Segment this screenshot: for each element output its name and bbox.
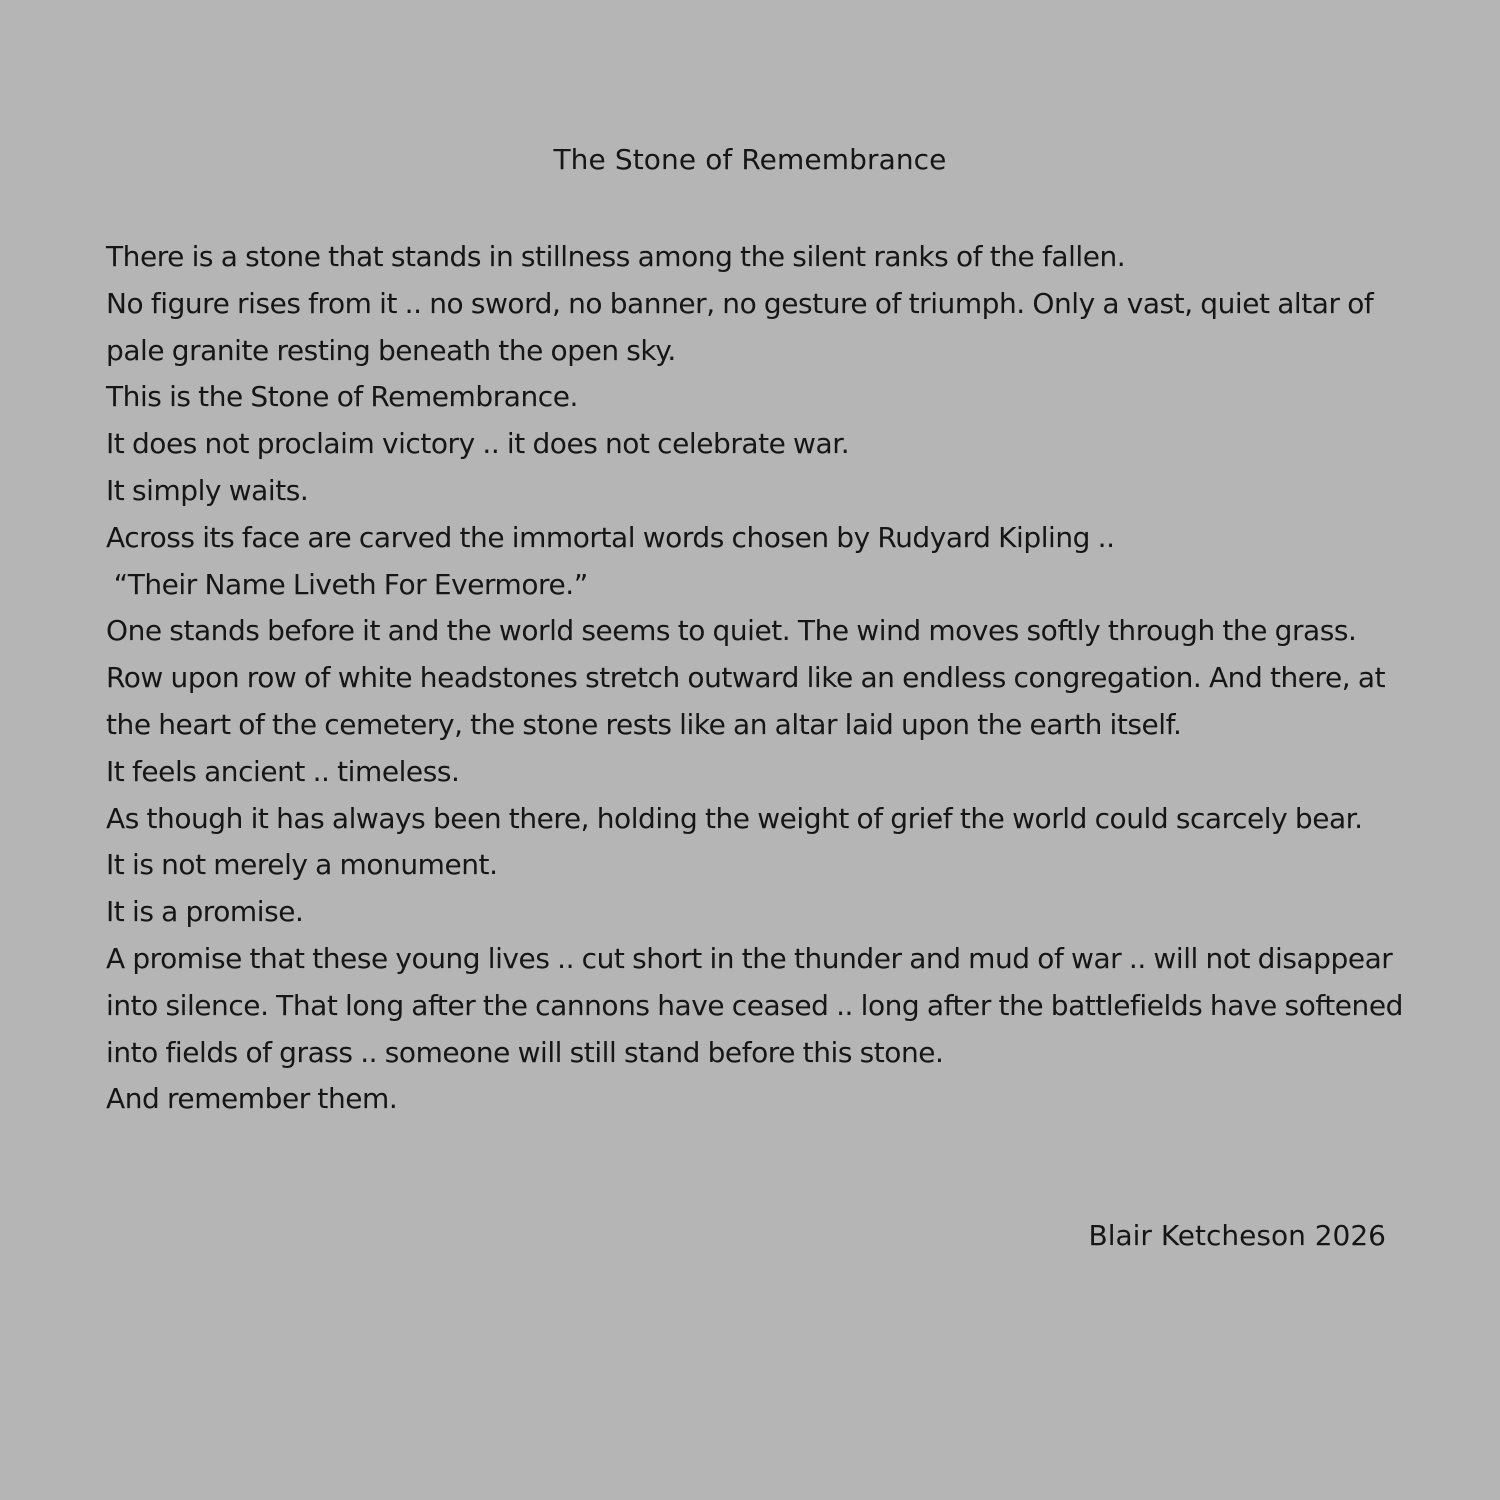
poem-line: Row upon row of white headstones stretch outward like an endless congregation. And there, at — [106, 661, 1386, 695]
document-title: The Stone of Remembrance — [553, 143, 947, 176]
author-signature: Blair Ketcheson 2026 — [1088, 1219, 1386, 1252]
poem-line: the heart of the cemetery, the stone rests like an altar laid upon the earth itself. — [106, 707, 1182, 741]
poem-line: It is a promise. — [106, 895, 304, 929]
poem-line: As though it has always been there, holding the weight of grief the world could scarcely bear. — [106, 801, 1363, 835]
poem-line: A promise that these young lives .. cut short in the thunder and mud of war .. will not disappear — [106, 941, 1393, 975]
poem-line-quote: “Their Name Liveth For Evermore.” — [106, 567, 588, 601]
poem-line: It simply waits. — [106, 473, 309, 507]
poem-line: It is not merely a monument. — [106, 848, 498, 882]
poem-body — [106, 234, 1406, 1123]
poem-line: It feels ancient .. timeless. — [106, 754, 460, 788]
poem-line: There is a stone that stands in stillness among the silent ranks of the fallen. — [106, 240, 1126, 273]
poem-line: It does not proclaim victory .. it does not celebrate war. — [106, 427, 850, 461]
poem-line: into fields of grass .. someone will still stand before this stone. — [106, 1035, 944, 1069]
poem-line: Across its face are carved the immortal words chosen by Rudyard Kipling .. — [106, 520, 1115, 554]
poem-line: This is the Stone of Remembrance. — [106, 380, 578, 414]
poem-line: into silence. That long after the cannons have ceased .. long after the battlefields have softened — [106, 988, 1403, 1022]
poem-line: No figure rises from it .. no sword, no banner, no gesture of triumph. Only a vast, quiet altar of — [106, 286, 1374, 320]
poem-line: pale granite resting beneath the open sky. — [106, 333, 676, 367]
poem-line: And remember them. — [106, 1082, 398, 1116]
poem-line: One stands before it and the world seems to quiet. The wind moves softly through the grass. — [106, 614, 1357, 648]
